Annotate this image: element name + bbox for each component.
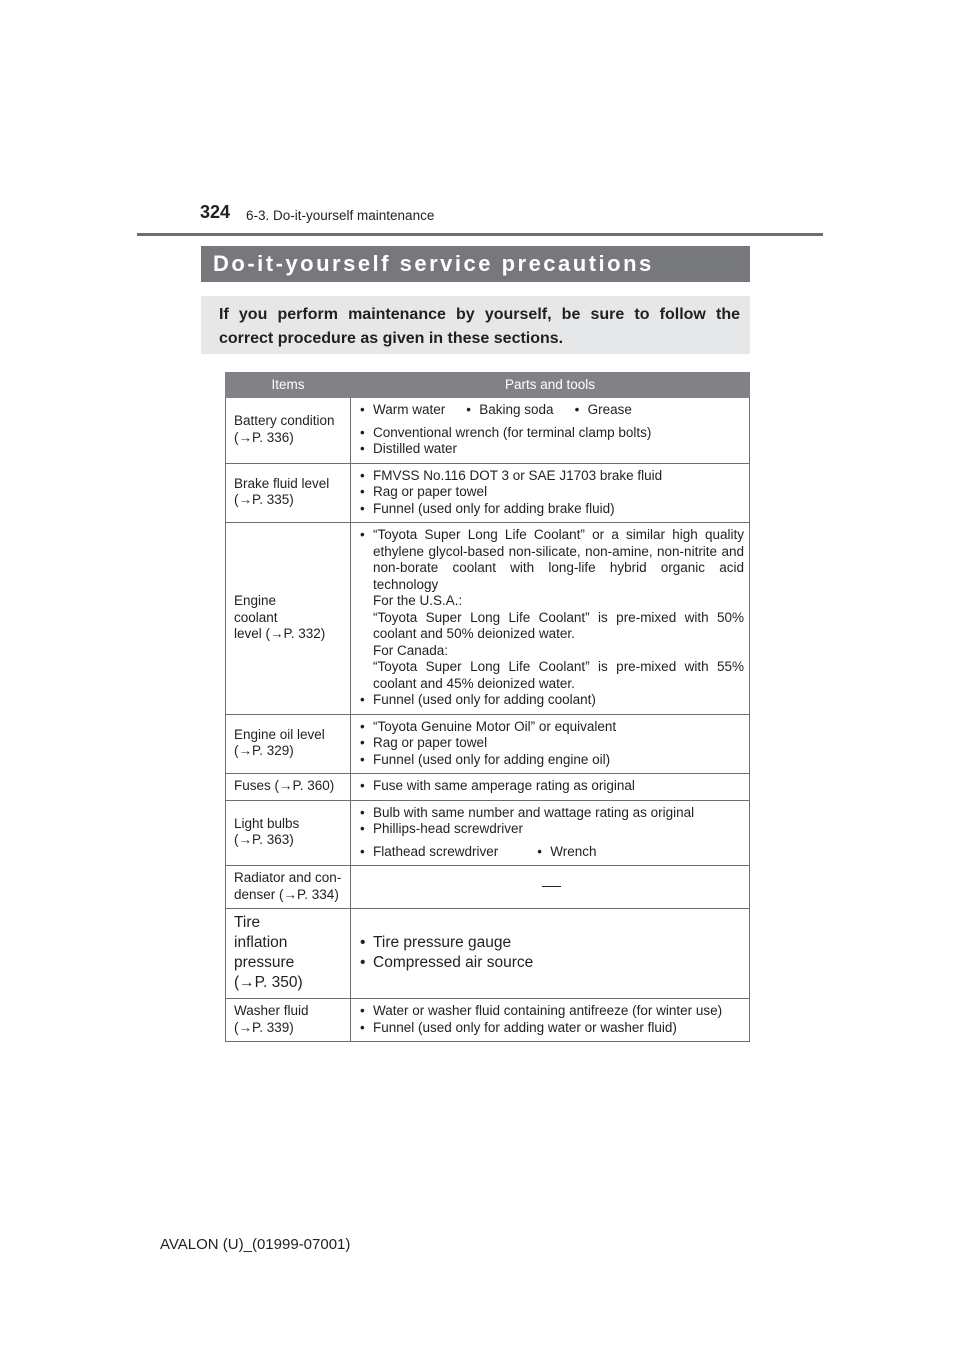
bullet-item: • Funnel (used only for adding brake fluid) — [359, 501, 744, 518]
bullet-item: • Rag or paper towel — [359, 484, 744, 501]
item-cell — [226, 774, 351, 801]
bullet-item: • FMVSS No.116 DOT 3 or SAE J1703 brake fluid — [359, 468, 744, 485]
item-label: pressure — [234, 954, 295, 971]
bullet-item: • “Toyota Super Long Life Coolant” or a similar high quality ethylene glycol-based non-silicate, non-amine, non-nitrite and non-borate coolant with long-life hybrid organic acid technology — [359, 527, 744, 593]
page-reference[interactable]: (→P. 363) — [234, 832, 294, 848]
parts-cell — [351, 774, 750, 801]
table-row-engine-oil — [226, 714, 750, 774]
usa-text: “Toyota Super Long Life Coolant” is pre-mixed with 50% coolant and 50% deionized water. — [373, 609, 744, 641]
item-cell — [226, 398, 351, 464]
bullet-item: • Conventional wrench (for terminal clamp bolts) — [359, 425, 744, 442]
bullet-item: • Phillips-head screwdriver — [359, 821, 744, 838]
item-cell — [226, 714, 351, 774]
parts-cell — [351, 714, 750, 774]
parts-cell — [351, 866, 750, 909]
parts-cell — [351, 800, 750, 866]
item-cell — [226, 866, 351, 909]
inline-bullets — [359, 402, 744, 419]
table-header-row — [226, 373, 750, 398]
table-row-battery — [226, 398, 750, 464]
bullet-item: • Water or washer fluid containing antifreeze (for winter use) — [359, 1003, 744, 1020]
bullet-item: • “Toyota Genuine Motor Oil” or equivalent — [359, 719, 744, 736]
item-label: Engine oil level — [234, 726, 325, 742]
bullet-item: • Bulb with same number and wattage rating as original — [359, 805, 744, 822]
page-reference[interactable]: denser (→P. 334) — [234, 886, 339, 902]
table-row-tire-pressure — [226, 909, 750, 999]
empty-dash — [542, 886, 561, 887]
bullet-item: • Baking soda — [465, 402, 553, 419]
bullet-item: • Rag or paper towel — [359, 735, 744, 752]
bullet-item: • Funnel (used only for adding engine oil) — [359, 752, 744, 769]
table-row-fuses — [226, 774, 750, 801]
table-row-brake-fluid — [226, 463, 750, 523]
bullet-item: • Fuse with same amperage rating as original — [359, 778, 744, 795]
page-number: 324 — [200, 202, 231, 222]
item-cell — [226, 999, 351, 1042]
item-cell — [226, 523, 351, 715]
item-cell — [226, 800, 351, 866]
item-label: Radiator and con- — [234, 870, 342, 885]
parts-cell — [351, 909, 750, 999]
parts-cell — [351, 398, 750, 464]
parts-table — [225, 372, 750, 1042]
page-reference[interactable]: (→P. 336) — [234, 429, 294, 445]
item-label: Light bulbs — [234, 815, 300, 831]
header-rule — [137, 233, 823, 236]
item-cell — [226, 463, 351, 523]
bullet-item: • Tire pressure gauge — [359, 933, 744, 953]
col-header-items: Items — [226, 373, 351, 398]
item-cell — [226, 909, 351, 999]
bullet-item: • Distilled water — [359, 441, 744, 458]
intro-text: If you perform maintenance by yourself, be sure to follow the correct procedure as given in these sections. — [201, 296, 750, 354]
footer-model-code: AVALON (U)_(01999-07001) — [160, 1236, 351, 1253]
bullet-item: • Wrench — [536, 844, 596, 861]
page-reference[interactable]: (→P. 339) — [234, 1019, 294, 1035]
bullet-item: • Flathead screwdriver — [359, 844, 498, 861]
item-label: Battery condition — [234, 413, 335, 429]
item-label: Brake fluid level — [234, 475, 330, 491]
page-reference[interactable]: (→P. 350) — [234, 974, 303, 991]
page-reference[interactable]: (→P. 335) — [234, 492, 294, 508]
bullet-item: • Warm water — [359, 402, 445, 419]
table-row-radiator — [226, 866, 750, 909]
table-row-light-bulbs — [226, 800, 750, 866]
canada-text: “Toyota Super Long Life Coolant” is pre-mixed with 55% coolant and 45% deionized water. — [373, 659, 744, 691]
page-reference[interactable]: level (→P. 332) — [234, 626, 326, 641]
item-label: Tire inflation — [234, 914, 288, 951]
item-label: Engine coolant — [234, 593, 278, 625]
bullet-item: • Funnel (used only for adding water or washer fluid) — [359, 1020, 744, 1037]
bullet-item: • Compressed air source — [359, 953, 744, 973]
parts-cell — [351, 523, 750, 715]
canada-label: For Canada: — [373, 642, 449, 658]
table-row-washer-fluid — [226, 999, 750, 1042]
col-header-parts: Parts and tools — [351, 373, 750, 398]
usa-label: For the U.S.A.: — [373, 593, 463, 608]
page-title: Do-it-yourself service precautions — [201, 246, 750, 282]
inline-bullets — [359, 844, 744, 861]
section-title: 6-3. Do-it-yourself maintenance — [246, 208, 435, 223]
page-reference[interactable]: (→P. 329) — [234, 743, 294, 759]
item-label: Washer fluid — [234, 1003, 309, 1018]
item-label[interactable]: Fuses (→P. 360) — [234, 778, 335, 793]
parts-cell — [351, 999, 750, 1042]
bullet-item: • Funnel (used only for adding coolant) — [359, 692, 744, 709]
parts-cell — [351, 463, 750, 523]
table-row-engine-coolant — [226, 523, 750, 715]
bullet-item: • Grease — [574, 402, 632, 419]
